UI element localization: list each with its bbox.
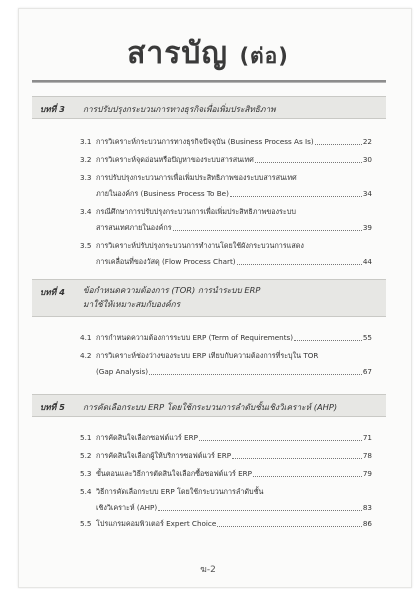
toc-entry-5-3[interactable] — [80, 466, 372, 482]
entry-title: การคัดสินใจเลือกซอฟต์แวร์ ERP — [96, 433, 198, 442]
title-divider — [32, 80, 386, 83]
toc-entry-5-5[interactable] — [80, 516, 372, 532]
entry-title: การวิเคราะห์กระบวนการทางธุรกิจปัจจุบัน (Business Process As Is) — [96, 137, 314, 146]
entry-title-line-2: สารสนเทศภายในองค์กร — [96, 223, 172, 232]
entry-page: 78 — [362, 451, 372, 460]
chapter-4-label: บทที่ 4 — [40, 287, 65, 297]
toc-entry-4-1[interactable] — [80, 330, 372, 346]
toc-entry-5-4[interactable] — [80, 484, 372, 516]
entry-page: 83 — [362, 503, 372, 512]
entry-page: 86 — [362, 519, 372, 528]
entry-title-line-2: เชิงวิเคราะห์ (AHP) — [96, 503, 158, 512]
chapter-5-header — [32, 394, 386, 417]
entry-title: การกำหนดความต้องการระบบ ERP (Term of Requirements) — [96, 333, 294, 342]
entry-number: 3.5 — [80, 241, 92, 250]
entry-title-line-1: การวิเคราะห์ช่องว่างของระบบ ERP เทียบกับความต้องการที่ระบุใน TOR — [96, 351, 319, 360]
entry-page: 71 — [362, 433, 372, 442]
toc-entry-4-2[interactable] — [80, 348, 372, 380]
chapter-5-title: การคัดเลือกระบบ ERP โดยใช้กระบวนการลำดับชั้นเชิงวิเคราะห์ (AHP) — [83, 402, 338, 412]
entry-number: 5.3 — [80, 469, 92, 478]
title-main: สารบัญ — [127, 36, 228, 71]
page-number: ฆ-2 — [200, 565, 216, 575]
entry-page: 67 — [362, 367, 372, 376]
entry-page: 22 — [362, 137, 372, 146]
entry-number: 3.2 — [80, 155, 92, 164]
entry-page: 44 — [362, 257, 372, 266]
entry-title-line-2: (Gap Analysis) — [96, 367, 149, 376]
toc-entry-3-5[interactable] — [80, 238, 372, 270]
entry-number: 4.1 — [80, 333, 92, 342]
entry-title-line-1: วิธีการคัดเลือกระบบ ERP โดยใช้กระบวนการลำดับชั้น — [96, 487, 264, 496]
entry-title-line-2: การเคลื่อนที่ของวัสดุ (Flow Process Chart) — [96, 257, 236, 266]
toc-entry-3-3[interactable] — [80, 170, 372, 202]
entry-number: 3.3 — [80, 173, 92, 182]
entry-title: การคัดสินใจเลือกผู้ให้บริการซอฟต์แวร์ ERP — [96, 451, 232, 460]
entry-number: 5.4 — [80, 487, 92, 496]
toc-entry-3-1[interactable] — [80, 134, 372, 150]
toc-entry-5-2[interactable] — [80, 448, 372, 464]
chapter-5-label: บทที่ 5 — [40, 402, 65, 412]
entry-number: 5.1 — [80, 433, 92, 442]
chapter-3-title: การปรับปรุงกระบวนการทางธุรกิจเพื่อเพิ่มประสิทธิภาพ — [83, 104, 276, 114]
toc-entry-3-2[interactable] — [80, 152, 372, 168]
entry-number: 4.2 — [80, 351, 92, 360]
entry-page: 55 — [362, 333, 372, 342]
title-suffix: (ต่อ) — [239, 44, 289, 68]
chapter-3-label: บทที่ 3 — [40, 104, 65, 114]
entry-page: 30 — [362, 155, 372, 164]
entry-title-line-1: กรณีศึกษาการปรับปรุงกระบวนการเพื่อเพิ่มประสิทธิภาพของระบบ — [96, 207, 296, 216]
chapter-3-header — [32, 96, 386, 119]
entry-title-line-1: การปรับปรุงกระบวนการเพื่อเพิ่มประสิทธิภาพของระบบสารสนเทศ — [96, 173, 297, 182]
chapter-4-header — [32, 279, 386, 317]
entry-title-line-1: การวิเคราะห์ปรับปรุงกระบวนการทำงานโดยใช้ผังกระบวนการแสดง — [96, 241, 304, 250]
entry-title-line-2: ภายในองค์กร (Business Process To Be) — [96, 189, 229, 198]
page-title — [0, 36, 416, 74]
entry-page: 34 — [362, 189, 372, 198]
entry-page: 79 — [362, 469, 372, 478]
entry-number: 3.1 — [80, 137, 92, 146]
toc-entry-5-1[interactable] — [80, 430, 372, 446]
entry-number: 5.2 — [80, 451, 92, 460]
entry-number: 3.4 — [80, 207, 92, 216]
toc-entry-3-4[interactable] — [80, 204, 372, 236]
entry-title: โปรแกรมคอมพิวเตอร์ Expert Choice — [96, 519, 217, 528]
entry-title: การวิเคราะห์จุดอ่อนหรือปัญหาของระบบสารสนเทศ — [96, 155, 254, 164]
entry-title: ขั้นตอนและวิธีการตัดสินใจเลือกซื้อซอฟต์แวร์ ERP — [96, 469, 253, 478]
chapter-4-title-line-1: ข้อกำหนดความต้องการ (TOR) การนำระบบ ERP — [83, 285, 261, 295]
entry-number: 5.5 — [80, 519, 92, 528]
entry-page: 39 — [362, 223, 372, 232]
chapter-4-title-line-2: มาใช้ให้เหมาะสมกับองค์กร — [83, 299, 181, 309]
